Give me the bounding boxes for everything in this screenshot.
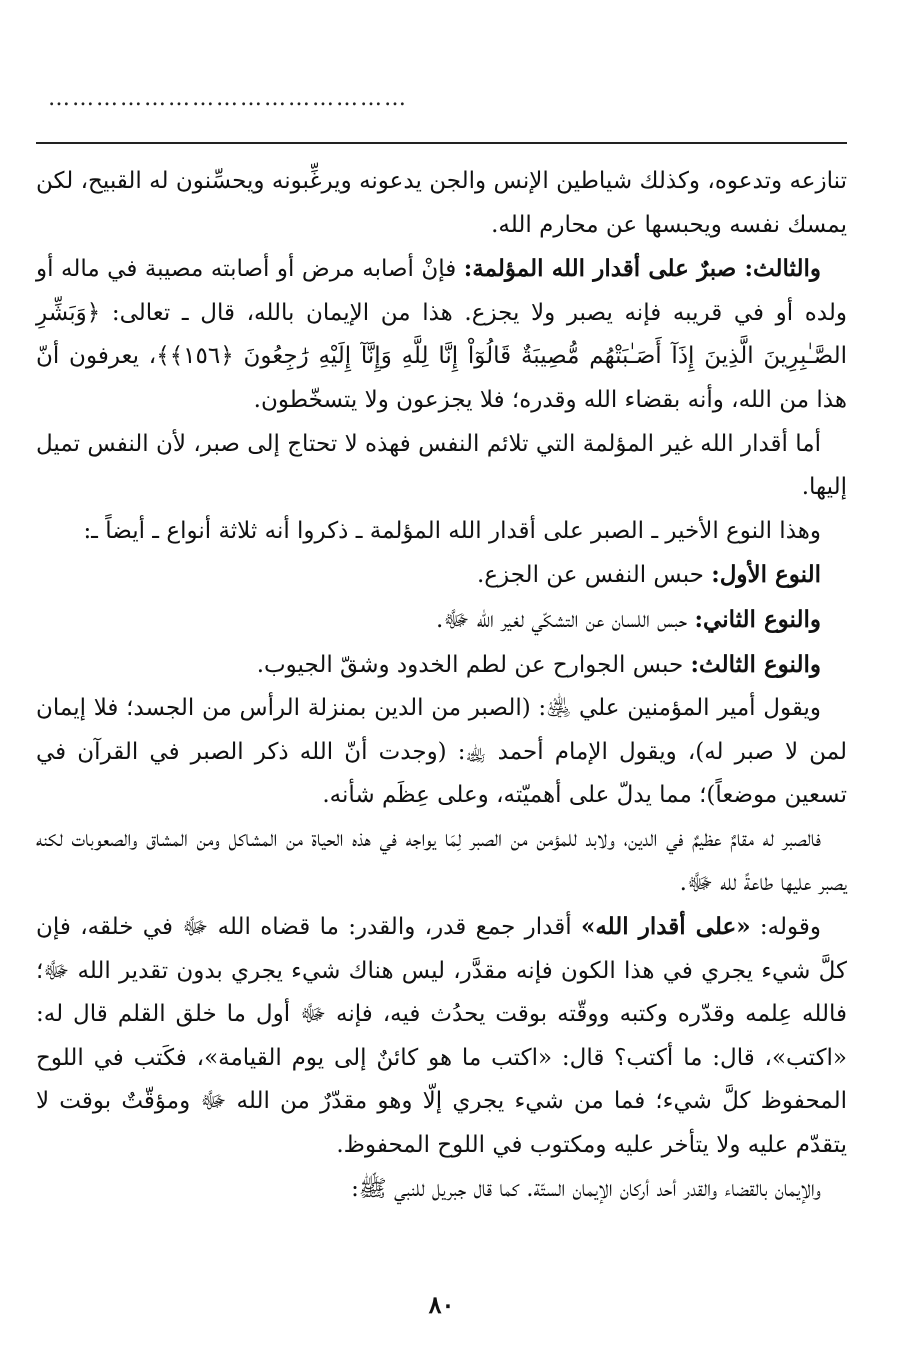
- paragraph-label: والثالث: صبرٌ على أقدار الله المؤلمة:: [463, 255, 821, 283]
- type-text: حبس الجوارح عن لطم الخدود وشقّ الجيوب.: [256, 651, 691, 678]
- paragraph-third-patience: [36, 247, 847, 422]
- paragraph-text: فإنْ أصابه مرض أو أصابته مصيبة في ماله أو ولده أو في قريبه فإنه يصبر ولا يجزع. هذا من الإيمان بالله، قال ـ تعالى: ﴿وَبَشِّرِ الصَّـٰبِرِينَ الَّذِينَ إِذَآ أَصَـٰبَتْهُم مُّصِيبَةٌ قَالُوٓاْ إِنَّا لِلَّهِ وَإِنَّآ إِلَيْهِ رَٰجِعُونَ ﴿١٥٦﴾﴾، يعرفون أنّ هذا من الله، وأنه بقضاء الله وقدره؛ فلا يجزعون ولا يتسخّطون.: [36, 256, 848, 413]
- type-text: حبس النفس عن الجزع.: [476, 562, 712, 589]
- paragraph-patience-status: فالصبر له مقامٌ عظيمٌ في الدين، ولابد للمؤمن من الصبر لِمَا يواجه في هذه الحياة من المشاكل ومن المشاق والصعوبات لكنه يصبر عليها طاعةً لله ﷻ.: [36, 825, 847, 896]
- paragraph-ali-quote: ويقول أمير المؤمنين علي ﵁: (الصبر من الدين بمنزلة الرأس من الجسد؛ فلا إيمان لمن لا صبر له)، ويقول الإمام أحمد ﵀: (وجدت أنّ الله ذكر الصبر في القرآن في تسعين موضعاً)؛ مما يدلّ على أهميّته، وعلى عِظَم شأنه.: [36, 695, 847, 809]
- body-text: [36, 160, 847, 1211]
- book-page: [36, 0, 847, 1359]
- type-label: والنوع الثالث:: [690, 650, 821, 678]
- paragraph-non-painful-decrees: أما أقدار الله غير المؤلمة التي تلائم النفس فهذه لا تحتاج إلى صبر، لأن النفس تميل إليها.: [36, 430, 847, 501]
- type-two: [36, 598, 847, 643]
- type-label: النوع الأول:: [711, 561, 821, 589]
- paragraph-label: «على أقدار الله»: [580, 913, 751, 941]
- paragraph-faith-in-decree: والإيمان بالقضاء والقدر أحد أركان الإيمان الستّة. كما قال جبريل للنبي ﷺ:: [351, 1175, 821, 1202]
- paragraph-three-types: وهذا النوع الأخير ـ الصبر على أقدار الله المؤلمة ـ ذكروا أنه ثلاثة أنواع ـ أيضاً ـ:: [83, 517, 821, 544]
- header-dotted-line: ………………………………………: [48, 86, 408, 111]
- header-rule: [36, 142, 847, 144]
- paragraph-text: أقدار جمع قدر، والقدر: ما قضاه الله ﷻ في خلقه، فإن كلَّ شيء يجري في هذا الكون فإنه مقدَّر، ليس هناك شيء يجري بدون تقدير الله ﷻ؛ فالله عِلمه وقدّره وكتبه ووقّته بوقت يحدُث فيه، فإنه ﷻ أول ما خلق القلم قال له: «اكتب»، قال: ما أكتب؟ قال: «اكتب ما هو كائنٌ إلى يوم القيامة»، فكَتب في اللوح المحفوظ كلَّ شيء؛ فما من شيء يجري إلّا وهو مقدّرٌ من الله ﷻ ومؤقّتٌ بوقت لا يتقدّم عليه ولا يتأخر عليه ومكتوب في اللوح المحفوظ.: [36, 914, 847, 1159]
- type-three: [36, 643, 847, 688]
- type-text: حبس اللسان عن التشكّي لغير الله ﷻ.: [436, 606, 695, 633]
- paragraph-prefix: وقوله:: [750, 914, 821, 941]
- type-one: [36, 553, 847, 598]
- paragraph-decrees-definition: [36, 905, 847, 1168]
- paragraph-continuation: تنازعه وتدعوه، وكذلك شياطين الإنس والجن يدعونه ويرغِّبونه ويحسِّنون له القبيح، لكن يمسك نفسه ويحبسها عن محارم الله.: [36, 168, 847, 238]
- type-label: والنوع الثاني:: [694, 605, 821, 633]
- page-number: ٨٠: [428, 1290, 455, 1319]
